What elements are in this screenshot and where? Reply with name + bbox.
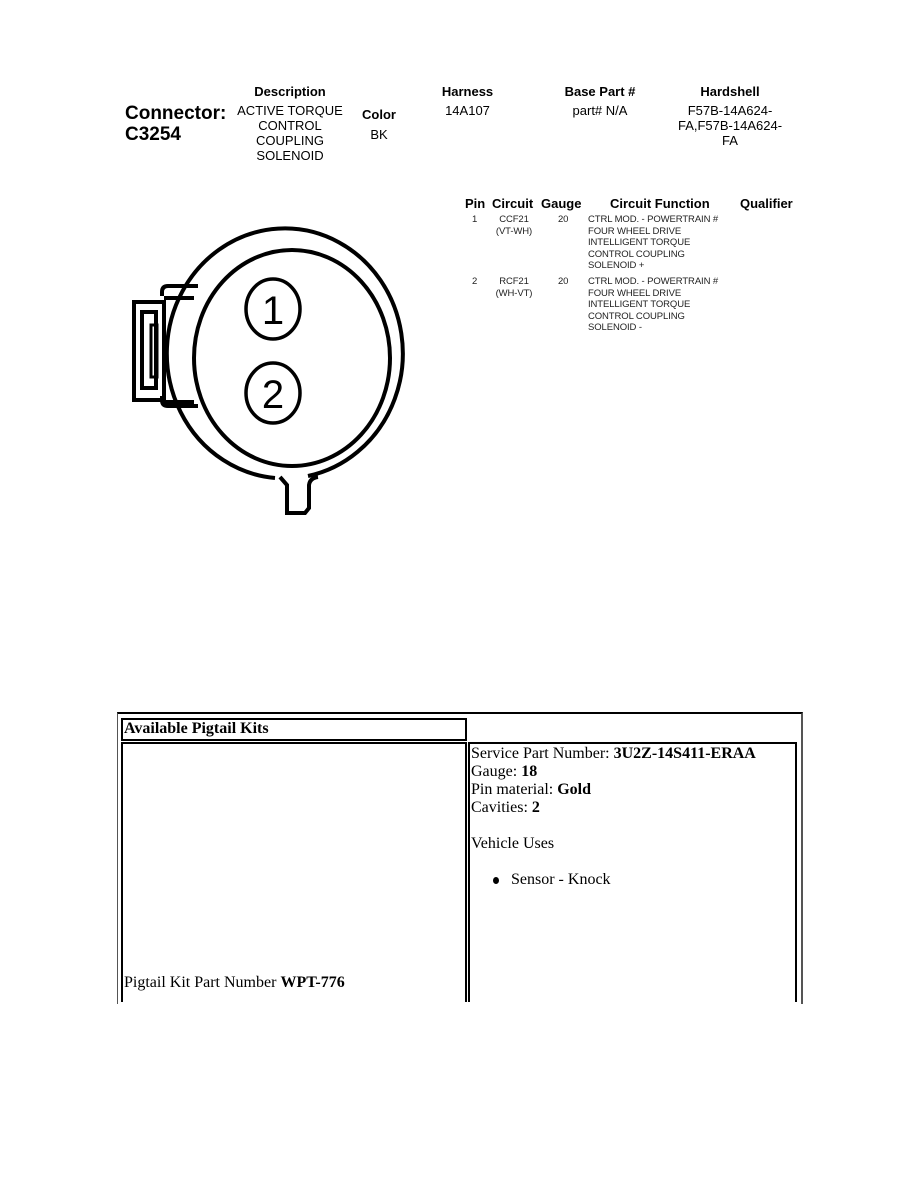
- description-line: CONTROL: [258, 118, 322, 133]
- hardshell-value: [665, 103, 795, 148]
- function-line: INTELLIGENT TORQUE: [588, 299, 691, 310]
- description-line: SOLENOID: [256, 148, 324, 163]
- gauge-label: Gauge:: [471, 763, 518, 780]
- circuit-code: RCF21: [499, 276, 529, 287]
- vehicle-use: Sensor - Knock: [511, 871, 611, 888]
- pigtail-details: [471, 745, 791, 889]
- connector-label: Connector:: [125, 103, 227, 124]
- hardshell-line: FA: [722, 133, 738, 148]
- harness-value: 14A107: [445, 103, 490, 118]
- pin-2-label: 2: [261, 373, 285, 417]
- hardshell-line: F57B-14A624-: [687, 103, 773, 118]
- pigtail-kit-part-number: [124, 974, 345, 992]
- qualifier-header: Qualifier: [740, 196, 793, 211]
- function-line: CTRL MOD. - POWERTRAIN #: [588, 214, 719, 225]
- circuit-color: (WH-VT): [495, 287, 533, 299]
- pin-number: 1: [472, 214, 478, 225]
- circuit-value: [488, 276, 540, 299]
- gauge-value: 20: [558, 276, 569, 287]
- color-value: BK: [370, 127, 388, 142]
- description-value: [225, 103, 355, 163]
- hardshell-header: Hardshell: [700, 84, 760, 99]
- function-line: FOUR WHEEL DRIVE: [588, 225, 682, 237]
- description-line: ACTIVE TORQUE: [237, 103, 343, 118]
- gauge-value: 18: [521, 763, 538, 780]
- base-part-header: Base Part #: [564, 84, 636, 99]
- circuit-value: [488, 214, 540, 237]
- pin-number: 2: [472, 276, 478, 287]
- kit-label: Pigtail Kit Part Number: [124, 974, 277, 991]
- function-line: FOUR WHEEL DRIVE: [588, 287, 682, 299]
- function-line: SOLENOID +: [588, 260, 645, 271]
- circuit-function-header: Circuit Function: [610, 196, 710, 211]
- pin-material-label: Pin material:: [471, 781, 554, 798]
- function-line: CTRL MOD. - POWERTRAIN #: [588, 276, 719, 287]
- gauge-header: Gauge: [541, 196, 582, 211]
- pin-material-value: Gold: [557, 781, 591, 798]
- harness-header: Harness: [441, 84, 494, 99]
- vehicle-uses-label: Vehicle Uses: [471, 835, 555, 852]
- description-header: Description: [254, 84, 326, 99]
- gauge: [471, 763, 791, 781]
- base-part-value: part# N/A: [572, 103, 628, 118]
- function-line: SOLENOID -: [588, 322, 642, 333]
- kit-number: WPT-776: [280, 974, 345, 991]
- circuit-code: CCF21: [499, 214, 529, 225]
- service-part-value: 3U2Z-14S411-ERAA: [613, 745, 756, 762]
- pin-1-label: 1: [261, 289, 285, 333]
- pin-2-icon: [246, 363, 300, 423]
- cavities-value: 2: [531, 799, 540, 816]
- vehicle-uses-list: [493, 871, 791, 889]
- function-line: CONTROL COUPLING: [588, 248, 685, 260]
- connector-id: C3254: [125, 124, 181, 145]
- service-part-number: [471, 745, 791, 763]
- pigtail-kit-cell: [121, 742, 467, 1002]
- circuit-color: (VT-WH): [495, 225, 533, 237]
- hardshell-line: FA,F57B-14A624-: [677, 118, 783, 133]
- service-part-label: Service Part Number:: [471, 745, 610, 762]
- pin-header: Pin: [465, 196, 486, 211]
- circuit-header: Circuit: [492, 196, 534, 211]
- cavities: [471, 799, 791, 817]
- pin-1-icon: [246, 279, 300, 339]
- cavities-label: Cavities:: [471, 799, 528, 816]
- color-header: Color: [362, 107, 396, 122]
- circuit-function-value: [588, 276, 748, 334]
- pigtail-kits-title: Available Pigtail Kits: [124, 720, 269, 737]
- list-item: [493, 871, 791, 889]
- function-line: CONTROL COUPLING: [588, 310, 685, 322]
- function-line: INTELLIGENT TORQUE: [588, 237, 691, 248]
- pin-material: [471, 781, 791, 799]
- circuit-function-value: [588, 214, 748, 272]
- description-line: COUPLING: [256, 133, 324, 148]
- gauge-value: 20: [558, 214, 569, 225]
- bullet-icon: [493, 877, 499, 884]
- connector-face-diagram: [120, 220, 420, 530]
